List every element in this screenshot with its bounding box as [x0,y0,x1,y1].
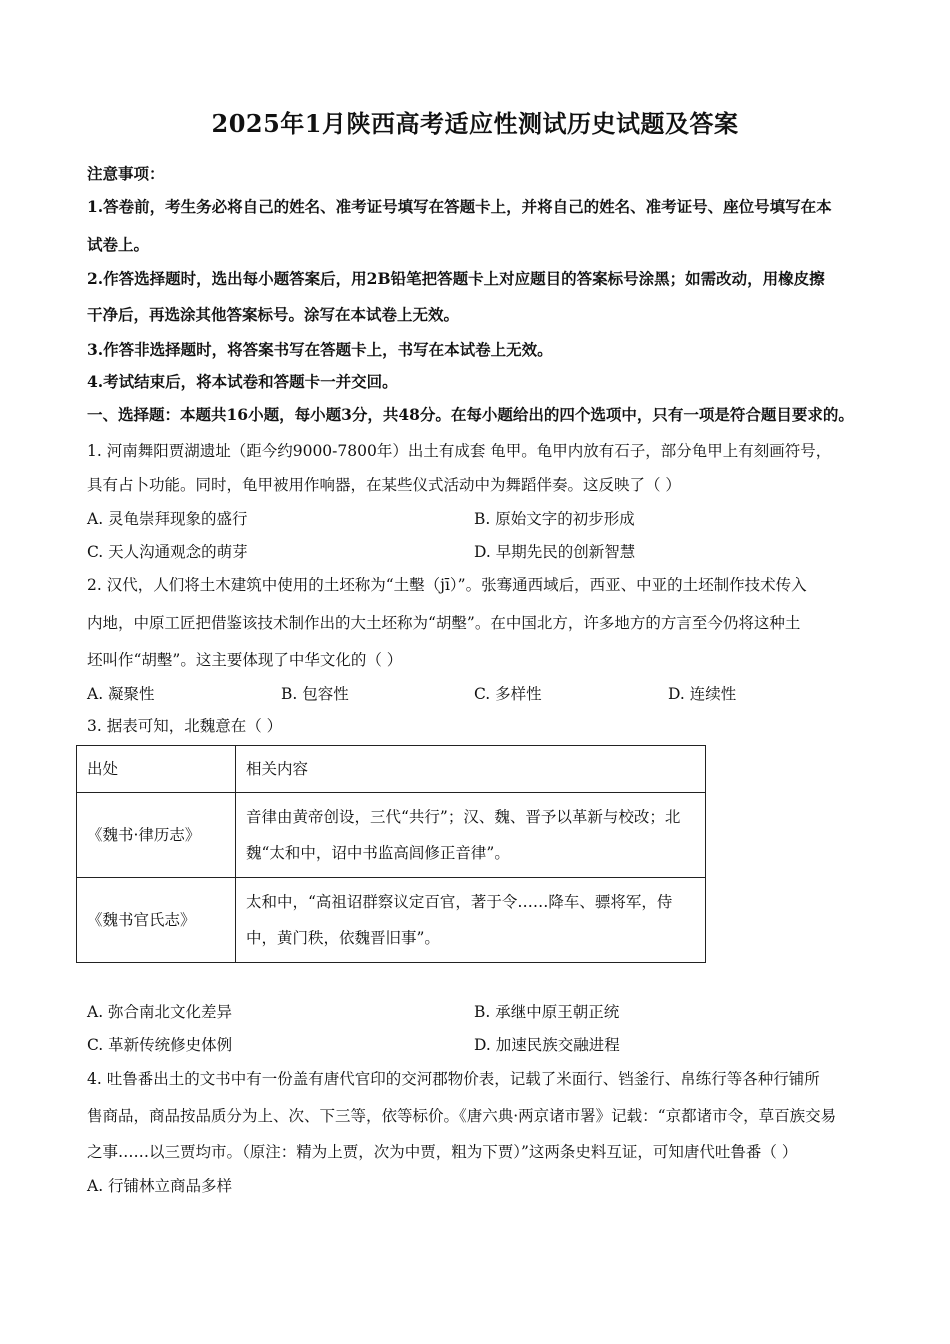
table-cell-line: 音律由黄帝创设，三代“共行”；汉、魏、晋予以革新与校改；北 [246,808,681,826]
notice-line: 试卷上。 [87,235,150,254]
table-cell-line: 魏“太和中，诏中书监高闾修正音律”。 [246,844,510,862]
question-2-line: 2. 汉代，人们将土木建筑中使用的土坯称为“土墼（jī）”。张骞通西域后，西亚、中亚的土坯制作技术传入 [87,576,807,594]
q2-option-c[interactable]: C. 多样性 [474,685,542,703]
notice-line: 干净后，再选涂其他答案标号。涂写在本试卷上无效。 [87,305,460,324]
table-cell-content [236,793,706,878]
table-row [77,878,706,963]
q2-option-b[interactable]: B. 包容性 [281,685,349,703]
question-3-stem: 3. 据表可知，北魏意在（ ） [87,717,283,735]
q2-option-d[interactable]: D. 连续性 [668,685,737,703]
question-2-line: 内地，中原工匠把借鉴该技术制作出的大土坯称为“胡墼”。在中国北方，许多地方的方言至今仍将这种土 [87,614,801,632]
q2-option-a[interactable]: A. 凝聚性 [87,685,155,703]
question-2-line: 坯叫作“胡墼”。这主要体现了中华文化的（ ） [87,651,403,669]
notice-line: 3.作答非选择题时，将答案书写在答题卡上，书写在本试卷上无效。 [87,340,553,359]
table-row [77,793,706,878]
question-4-line: 之事……以三贾均市。（原注：精为上贾，次为中贾，粗为下贾）”这两条史料互证，可知唐代吐鲁番（ ） [87,1143,798,1161]
q3-option-a[interactable]: A. 弥合南北文化差异 [87,1003,233,1021]
q3-option-d[interactable]: D. 加速民族交融进程 [474,1036,620,1054]
table-cell-content [236,878,706,963]
section-heading: 一、选择题：本题共16小题，每小题3分，共48分。在每小题给出的四个选项中，只有一项是符合题目要求的。 [87,405,854,424]
q1-option-c[interactable]: C. 天人沟通观念的萌芽 [87,543,248,561]
q3-option-b[interactable]: B. 承继中原王朝正统 [474,1003,620,1021]
q1-option-a[interactable]: A. 灵龟崇拜现象的盛行 [87,510,248,528]
q1-option-d[interactable]: D. 早期先民的创新智慧 [474,543,636,561]
table-cell-line: 中，黄门秩，依魏晋旧事”。 [246,929,440,947]
notice-line: 4.考试结束后，将本试卷和答题卡一并交回。 [87,372,398,391]
table-header-row [77,746,706,793]
question-4-line: 售商品，商品按品质分为上、次、下三等，依等标价。《唐六典·两京诸市署》记载：“京都诸市令，草百族交易 [87,1107,837,1125]
table-cell-source: 《魏书官氏志》 [77,878,236,963]
page-title: 2025年1月陕西高考适应性测试历史试题及答案 [211,109,739,138]
table-cell-line: 太和中，“高祖诏群察议定百官，著于令……降车、骠将军，侍 [246,893,673,911]
notice-line: 2.作答选择题时，选出每小题答案后，用2B铅笔把答题卡上对应题目的答案标号涂黑；如需改动，用橡皮擦 [87,269,825,288]
notice-heading: 注意事项： [87,164,165,183]
question-4-line: 4. 吐鲁番出土的文书中有一份盖有唐代官印的交河郡物价表，记载了米面行、铛釜行、帛练行等各种行铺所 [87,1070,820,1088]
q3-option-c[interactable]: C. 革新传统修史体例 [87,1036,233,1054]
notice-line: 1.答卷前，考生务必将自己的姓名、准考证号填写在答题卡上，并将自己的姓名、准考证号、座位号填写在本 [87,197,832,216]
question-1-line: 具有占卜功能。同时，龟甲被用作响器，在某些仪式活动中为舞蹈伴奏。这反映了（ ） [87,476,681,494]
q1-option-b[interactable]: B. 原始文字的初步形成 [474,510,635,528]
table-cell-source: 《魏书·律历志》 [77,793,236,878]
question-1-line: 1. 河南舞阳贾湖遗址（距今约9000-7800年）出土有成套 龟甲。龟甲内放有石子，部分龟甲上有刻画符号， [87,442,832,460]
table-header-content: 相关内容 [236,746,706,793]
table-header-source: 出处 [77,746,236,793]
q4-option-a[interactable]: A. 行铺林立商品多样 [87,1177,233,1195]
source-table [76,745,706,963]
